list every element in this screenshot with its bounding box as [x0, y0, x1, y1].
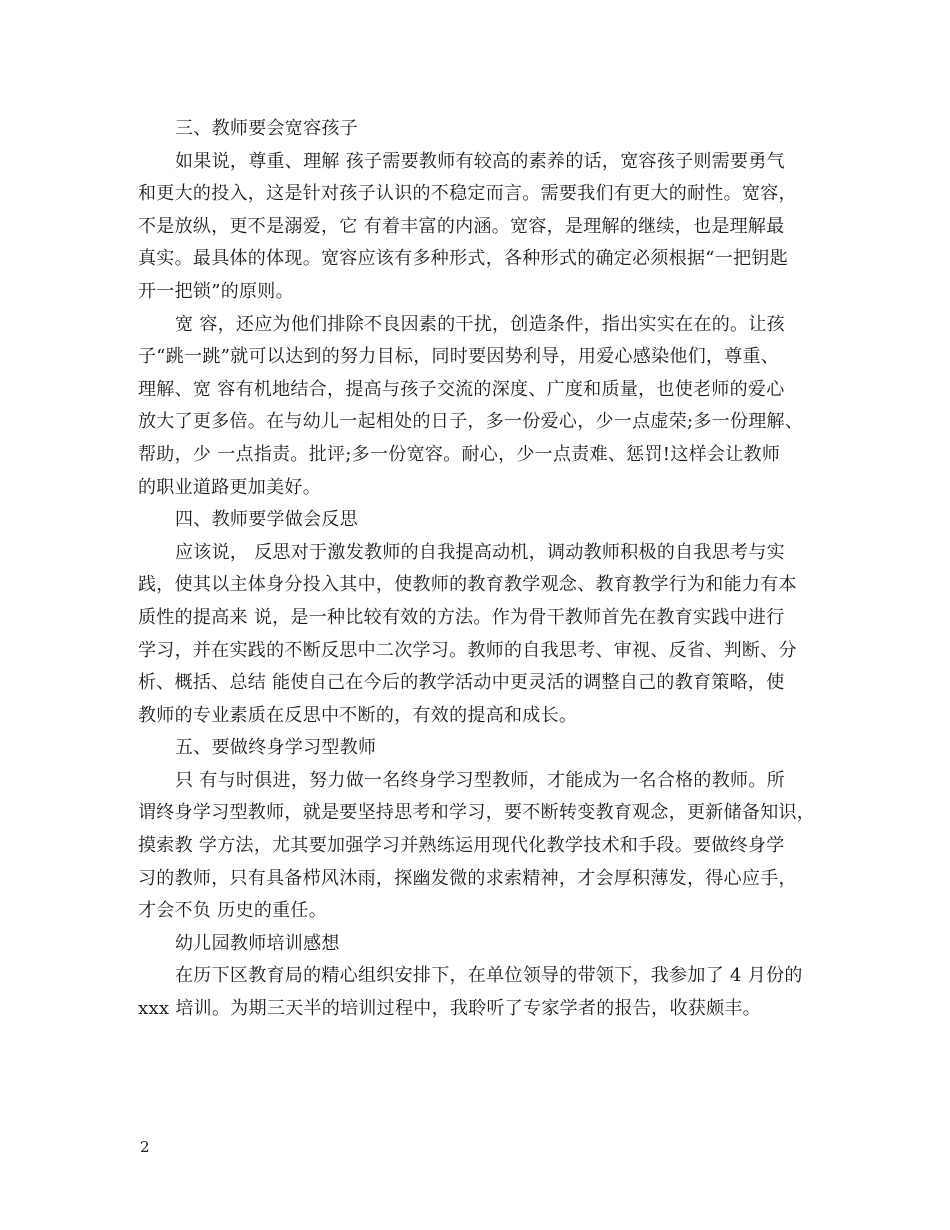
paragraph-line: 谓终身学习型教师，就是要坚持思考和学习，要不断转变教育观念，更新储备知识， [138, 802, 816, 824]
paragraph-line: 不是放纵，更不是溺爱，它 有着丰富的内涵。宽容，是理解的继续，也是理解最 [138, 215, 785, 237]
paragraph-line: 习的教师，只有具备栉风沐雨，探幽发微的求索精神，才会厚积薄发，得心应手， [138, 867, 797, 889]
paragraph-line: 和更大的投入，这是针对孩子认识的不稳定而言。需要我们有更大的耐性。宽容， [138, 183, 797, 205]
paragraph-line: 在历下区教育局的精心组织安排下，在单位领导的带领下，我参加了 4 月份的 [175, 965, 803, 987]
document-body [138, 113, 828, 1026]
paragraph-line: 帮助，少 一点指责。批评;多一份宽容。耐心，少一点责难、惩罚!这样会让教师 [138, 443, 781, 465]
paragraph-line: 践，使其以主体身分投入其中，使教师的教育教学观念、教育教学行为和能力有本 [138, 574, 797, 596]
paragraph-line: 摸索教 学方法，尤其要加强学习并熟练运用现代化教学技术和手段。要做终身学 [138, 835, 785, 857]
paragraph-line: 质性的提高来 说，是一种比较有效的方法。作为骨干教师首先在教育实践中进行 [138, 606, 785, 628]
paragraph-line: 的职业道路更加美好。 [138, 476, 321, 498]
paragraph-line: 学习，并在实践的不断反思中二次学习。教师的自我思考、审视、反省、判断、分 [138, 639, 797, 661]
paragraph-line: 析、概括、总结 能使自己在今后的教学活动中更灵活的调整自己的教育策略，使 [138, 672, 785, 694]
paragraph-line: 放大了更多倍。在与幼儿一起相处的日子，多一份爱心，少一点虚荣;多一份理解、 [138, 411, 804, 433]
paragraph-line: 才会不负 历史的重任。 [138, 900, 328, 922]
paragraph-line: 子“跳一跳”就可以达到的努力目标，同时要因势利导，用爱心感染他们，尊重、 [138, 346, 780, 368]
paragraph-line: 宽 容，还应为他们排除不良因素的干扰，创造条件，指出实实在在的。让孩 [175, 313, 785, 335]
paragraph-line: xxx 培训。为期三天半的培训过程中，我聆听了专家学者的报告，收获颇丰。 [138, 998, 761, 1020]
paragraph-line: 如果说，尊重、理解 孩子需要教师有较高的素养的话，宽容孩子则需要勇气 [175, 150, 785, 172]
heading-section-3: 三、教师要会宽容孩子 [175, 118, 358, 139]
paragraph-line: 应该说， 反思对于激发教师的自我提高动机，调动教师积极的自我思考与实 [175, 541, 785, 563]
paragraph-line: 理解、宽 容有机地结合，提高与孩子交流的深度、广度和质量，也使老师的爱心 [138, 378, 785, 400]
heading-section-4: 四、教师要学做会反思 [175, 509, 358, 531]
paragraph-line: 教师的专业素质在反思中不断的，有效的提高和成长。 [138, 704, 578, 726]
paragraph-line: 只 有与时俱进，努力做一名终身学习型教师，才能成为一名合格的教师。所 [175, 769, 785, 791]
page-number: 2 [140, 1138, 150, 1156]
article-title: 幼儿园教师培训感想 [175, 932, 340, 954]
paragraph-line: 开一把锁”的原则。 [138, 280, 294, 302]
heading-section-5: 五、要做终身学习型教师 [175, 737, 377, 759]
paragraph-line: 真实。最具体的体现。宽容应该有多种形式，各种形式的确定必须根据“一把钥匙 [138, 248, 788, 270]
